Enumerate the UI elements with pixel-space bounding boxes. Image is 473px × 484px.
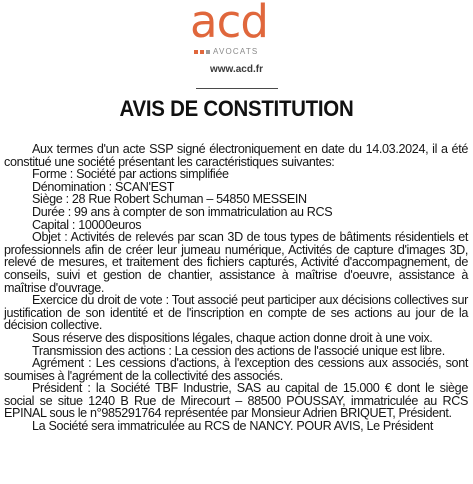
paragraph-capital: Capital : 10000euros — [32, 217, 142, 232]
logo-squares-icon — [194, 50, 210, 54]
notice-title: AVIS DE CONSTITUTION — [119, 96, 354, 121]
paragraph-objet: Objet : Activités de relevés par scan 3D de tous types de bâtiments résidentiels et professionnels afin de créer leur jumeau numérique, Activités de capture d'images 3D, relevé de mesures, et traitement des fichiers capturés, Activité d'accompagnement, de conseils, suivi et gestion de chantier, assistance à maîtrise d'oeuvre, assistance à maîtrise d'ouvrage. — [4, 230, 468, 295]
paragraph-intro: Aux termes d'un acte SSP signé électroniquement en date du 14.03.2024, il a été constitué une société présentant les caractéristiques suivantes: — [4, 142, 468, 169]
website-url: www.acd.fr — [210, 64, 263, 75]
acd-logo — [190, 0, 286, 58]
paragraph-denomination: Dénomination : SCAN'EST — [32, 179, 175, 194]
paragraph-reserve: Sous réserve des dispositions légales, chaque action donne droit à une voix. — [32, 330, 433, 345]
notice-body — [4, 143, 468, 433]
paragraph-forme: Forme : Société par actions simplifiée — [32, 167, 229, 182]
paragraph-agrement: Agrément : Les cessions d'actions, à l'exception des cessions aux associés, sont soumises à l'agrément de la collectivité des associés. — [4, 356, 468, 383]
paragraph-siege: Siège : 28 Rue Robert Schuman – 54850 MESSEIN — [32, 192, 307, 207]
logo-tagline: AVOCATS — [213, 47, 259, 56]
paragraph-closing: La Société sera immatriculée au RCS de NANCY. POUR AVIS, Le Président — [32, 419, 433, 434]
paragraph-transmission: Transmission des actions : La cession des actions de l'associé unique est libre. — [32, 343, 445, 358]
logo-wordmark: acd — [190, 0, 268, 48]
paragraph-president: Président : la Société TBF Industrie, SAS au capital de 15.000 € dont le siège social se situe 1240 B Rue de Mirecourt – 88500 POUSSAY, immatriculée au RCS EPINAL sous le n°985291764 représentée par Monsieur Adrien BRIQUET, Président. — [4, 381, 468, 421]
header-divider — [196, 88, 278, 89]
paragraph-droit-de-vote: Exercice du droit de vote : Tout associé peut participer aux décisions collectives sur justification de son identité et de l'inscription en compte de ses actions au jour de la décision collective. — [4, 293, 468, 333]
logo-subline — [194, 47, 258, 57]
paragraph-duree: Durée : 99 ans à compter de son immatriculation au RCS — [32, 204, 333, 219]
